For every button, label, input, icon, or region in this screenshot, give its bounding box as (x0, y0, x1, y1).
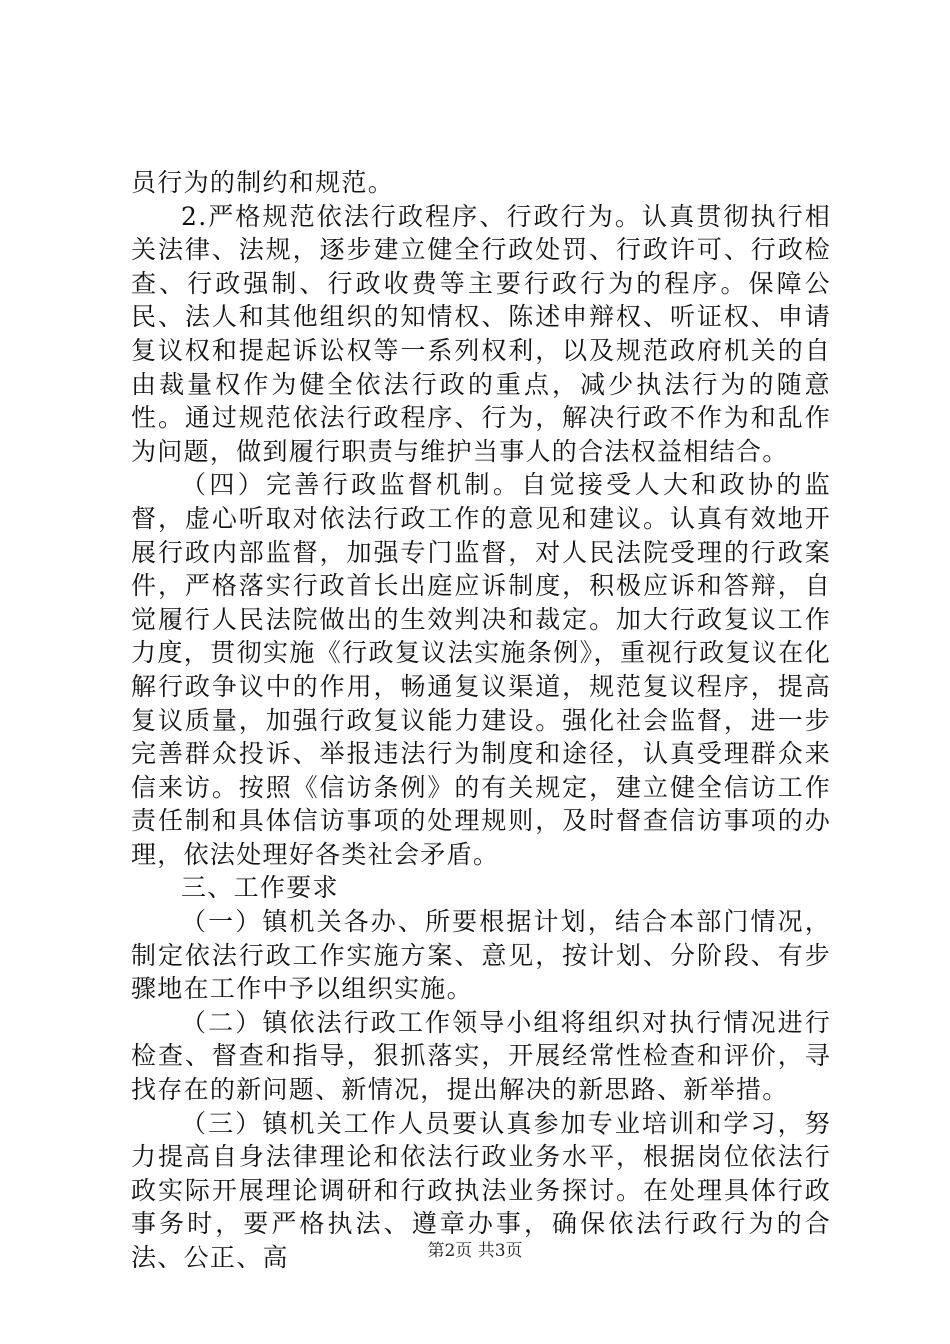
document-body (131, 166, 831, 1275)
paragraph-continuation: 员行为的制约和规范。 (131, 168, 395, 197)
paragraph-item-2: 2.严格规范依法行政程序、行政行为。认真贯彻执行相关法律、法规，逐步建立健全行政处罚、行政许可、行政检查、行政强制、行政收费等主要行政行为的程序。保障公民、法人和其他组织的知情权、陈述申辩权、听证权、申请复议权和提起诉讼权等一系列权利，以及规范政府机关的自由裁量权作为健全依法行政的重点，减少执法行为的随意性。通过规范依法行政程序、行为，解决行政不作为和乱作为问题，做到履行职责与维护当事人的合法权益相结合。 (131, 201, 831, 466)
section-heading-work-requirements: 三、工作要求 (181, 873, 339, 903)
paragraph-section-4: （四）完善行政监督机制。自觉接受人大和政协的监督，虚心听取对依法行政工作的意见和建议。认真有效地开展行政内部监督，加强专门监督，对人民法院受理的行政案件，严格落实行政首长出庭应诉制度，积极应诉和答辩，自觉履行人民法院做出的生效判决和裁定。加大行政复议工作力度，贯彻实施《行政复议法实施条例》，重视行政复议在化解行政争议中的作用，畅通复议渠道，规范复议程序，提高复议质量，加强行政复议能力建设。强化社会监督，进一步完善群众投诉、举报违法行为制度和途径，认真受理群众来信来访。按照《信访条例》的有关规定，建立健全信访工作责任制和具体信访事项的处理规则，及时督查信访事项的办理，依法处理好各类社会矛盾。 (131, 470, 831, 869)
page-number-footer: 第2页 共3页 (427, 1241, 523, 1261)
paragraph-requirement-1: （一）镇机关各办、所要根据计划，结合本部门情况，制定依法行政工作实施方案、意见，按计划、分阶段、有步骤地在工作中予以组织实施。 (131, 907, 831, 1004)
paragraph-requirement-3: （三）镇机关工作人员要认真参加专业培训和学习，努力提高自身法律理论和依法行政业务水平，根据岗位依法行政实际开展理论调研和行政执法业务探讨。在处理具体行政事务时，要严格执法、遵章办事，确保依法行政行为的合法、公正、高 (131, 1108, 831, 1272)
paragraph-requirement-2: （二）镇依法行政工作领导小组将组织对执行情况进行检查、督查和指导，狠抓落实，开展经常性检查和评价，寻找存在的新问题、新情况，提出解决的新思路、新举措。 (131, 1007, 831, 1105)
